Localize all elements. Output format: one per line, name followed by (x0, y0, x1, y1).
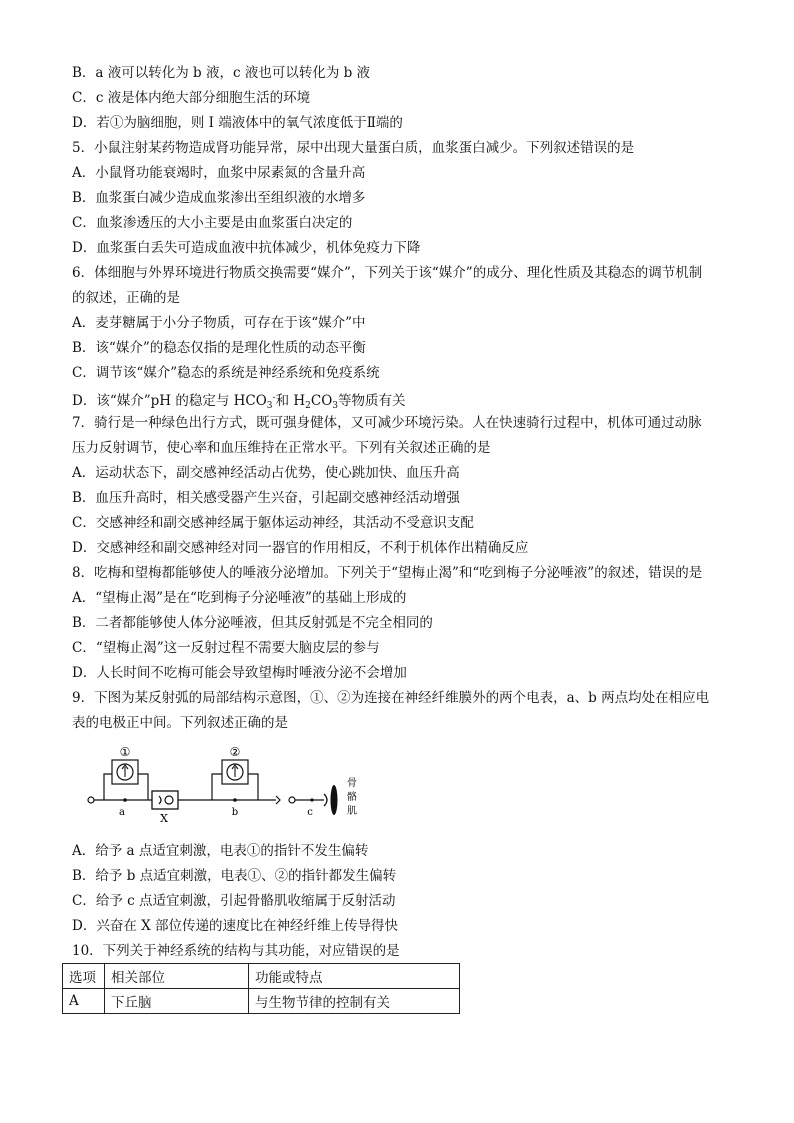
q9-option-b: B．给予 b 点适宜刺激，电表①、②的指针都发生偏转 (72, 868, 397, 884)
q5-option-d: D．血浆蛋白丢失可造成血液中抗体减少，机体免疫力下降 (72, 240, 421, 256)
q8-option-d: D．人长时间不吃梅可能会导致望梅时唾液分泌不会增加 (72, 665, 407, 681)
q4-option-b: B．a 液可以转化为 b 液，c 液也可以转化为 b 液 (72, 65, 371, 81)
q7-option-a: A．运动状态下，副交感神经活动占优势，使心跳加快、血压升高 (72, 465, 460, 481)
q6-stem-cont: 的叙述，正确的是 (72, 290, 180, 306)
q9-option-a: A．给予 a 点适宜刺激，电表①的指针不发生偏转 (72, 843, 369, 859)
q9-stem: 9．下图为某反射弧的局部结构示意图，①、②为连接在神经纤维膜外的两个电表，a、b 两点均处在相应电 (72, 690, 710, 706)
q8-stem: 8．吃梅和望梅都能够使人的唾液分泌增加。下列关于“望梅止渴”和“吃到梅子分泌唾液”的叙述，错误的是 (72, 565, 703, 581)
muscle-label-3: 肌 (347, 806, 357, 817)
muscle-label-2: 骼 (347, 792, 357, 803)
efferent-start (289, 797, 295, 803)
point-a-label: a (119, 807, 125, 818)
point-b-label: b (231, 807, 239, 818)
table-header-cell: 相关部位 (105, 964, 249, 989)
meter2-label: ② (229, 745, 241, 759)
q7-option-c: C．交感神经和副交感神经属于躯体运动神经，其活动不受意识支配 (72, 515, 474, 531)
q5-option-b: B．血浆蛋白减少造成血浆渗出至组织液的水增多 (72, 190, 366, 206)
q8-option-a: A．“望梅止渴”是在“吃到梅子分泌唾液”的基础上形成的 (72, 590, 407, 606)
skeletal-muscle-shape (331, 785, 338, 815)
point-b-dot (233, 798, 237, 802)
q8-option-b: B．二者都能够使人体分泌唾液，但其反射弧是不完全相同的 (72, 615, 433, 631)
table-cell: 下丘脑 (105, 989, 249, 1014)
q5-stem: 5．小鼠注射某药物造成肾功能异常，尿中出现大量蛋白质，血浆蛋白减少。下列叙述错误的是 (72, 140, 635, 156)
q5-option-a: A．小鼠肾功能衰竭时，血浆中尿素氮的含量升高 (72, 165, 366, 181)
q6-d-text4: 等物质有关 (338, 393, 406, 409)
q6-d-text1: D．该“媒介”pH 的稳定与 HCO (72, 393, 267, 409)
q6-stem: 6．体细胞与外界环境进行物质交换需要“媒介”，下列关于该“媒介”的成分、理化性质及其稳态的调节机制 (72, 265, 703, 281)
table-cell: A (63, 989, 105, 1014)
q6-d-sup1: - (272, 393, 276, 403)
motor-end-plate (324, 794, 327, 806)
point-c-label: c (307, 807, 313, 818)
muscle-label-1: 骨 (347, 778, 357, 789)
q6-d-sub2: 2 (305, 401, 311, 411)
q7-option-b: B．血压升高时，相关感受器产生兴奋，引起副交感神经活动增强 (72, 490, 460, 506)
reflex-arc-diagram (80, 744, 380, 824)
table-header-cell: 选项 (63, 964, 105, 989)
q9-stem-cont: 表的电极正中间。下列叙述正确的是 (72, 715, 288, 731)
q6-option-b: B．该“媒介”的稳态仅指的是理化性质的动态平衡 (72, 340, 366, 356)
q8-option-c: C．“望梅止渴”这一反射过程不需要大脑皮层的参与 (72, 640, 380, 656)
q6-d-sub1: 3 (266, 401, 273, 411)
q6-d-text3: CO (310, 393, 333, 409)
q9-option-d: D．兴奋在 X 部位传递的速度比在神经纤维上传导得快 (72, 918, 399, 934)
point-c-dot (310, 798, 313, 801)
meter1-label: ① (119, 745, 131, 759)
table-header-row (63, 964, 460, 989)
table-row (63, 989, 460, 1014)
q7-option-d: D．交感神经和副交感神经对同一器官的作用相反，不利于机体作出精确反应 (72, 540, 529, 556)
q6-d-sub3: 3 (332, 401, 339, 411)
table-header-cell: 功能或特点 (249, 964, 460, 989)
q7-stem-cont: 压力反射调节，使心率和血压维持在正常水平。下列有关叙述正确的是 (72, 440, 491, 456)
q6-d-text2: 和 H (275, 393, 306, 409)
q4-option-d: D．若①为脑细胞，则 I 端液体中的氧气浓度低于Ⅱ端的 (72, 115, 403, 131)
fiber-end-left (88, 797, 94, 803)
point-a-dot (123, 798, 127, 802)
q6-option-a: A．麦芽糖属于小分子物质，可存在于该“媒介”中 (72, 315, 366, 331)
q5-option-c: C．血浆渗透压的大小主要是由血浆蛋白决定的 (72, 215, 353, 231)
q10-stem: 10．下列关于神经系统的结构与其功能，对应错误的是 (72, 943, 400, 959)
q6-option-d (72, 389, 406, 415)
q4-option-c: C．c 液是体内绝大部分细胞生活的环境 (72, 90, 311, 106)
q10-table (62, 963, 460, 1014)
q6-option-c: C．调节该“媒介”稳态的系统是神经系统和免疫系统 (72, 365, 380, 381)
q9-option-c: C．给予 c 点适宜刺激，引起骨骼肌收缩属于反射活动 (72, 893, 396, 909)
table-cell: 与生物节律的控制有关 (249, 989, 460, 1014)
synapse-x-label: X (160, 812, 168, 824)
fiber-end-arrow (276, 796, 280, 804)
q7-stem: 7．骑行是一种绿色出行方式，既可强身健体，又可减少环境污染。人在快速骑行过程中，机体可通过动脉 (72, 415, 702, 431)
